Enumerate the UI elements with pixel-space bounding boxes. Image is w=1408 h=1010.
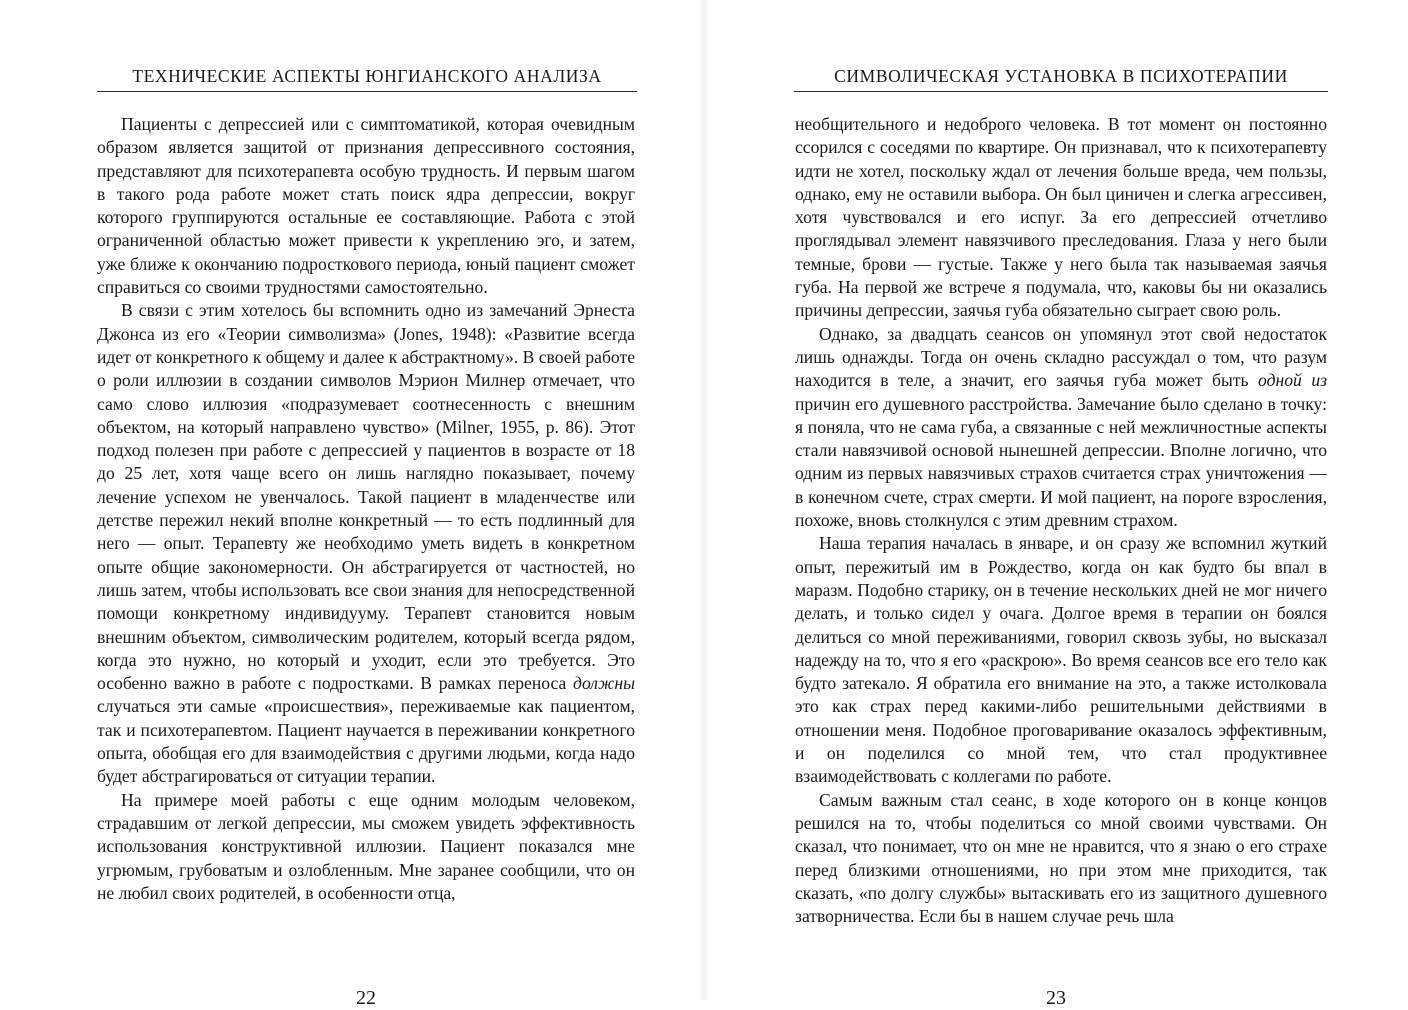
body-text-left xyxy=(97,113,635,905)
body-text-right xyxy=(795,113,1327,928)
italic-word: одной из xyxy=(1258,370,1327,391)
running-header-left: ТЕХНИЧЕСКИЕ АСПЕКТЫ ЮНГИАНСКОГО АНАЛИЗА xyxy=(132,66,602,86)
paragraph-text: Наша терапия началась в январе, и он сразу же вспомнил жуткий опыт, пережитый им в Рождество, когда он как будто бы впал в маразм. Подобно старику, он в течение нескольких дней не мог ничего делать, и только сидел у очага. Долгое время в терапии он боялся делиться со мной переживаниями, говорил сквозь зубы, но высказал надежду на то, что я его «раскрою». Во время сеансов все его тело как будто затекало. Я обратила его внимание на это, а также истолковала это как страх перед какими-либо решительными действиями в отношении меня. Подобное проговаривание оказалось эффективным, и он поделился со мной тем, что стал продуктивнее взаимодействовать с коллегами по работе. xyxy=(795,533,1327,787)
header-rule-left xyxy=(97,91,637,92)
page-number-right: 23 xyxy=(1046,987,1066,1009)
left-page xyxy=(0,0,704,1009)
paragraph-text: Самым важным стал сеанс, в ходе которого он в конце концов решился на то, чтобы поделиться со мной своими чувствами. Он сказал, что понимает, что он мне не нравится, что я знаю о его страхе перед близкими отношениями, но при этом мне приходится, так сказать, «по долгу службы» вытаскивать его из защитного душевного затворничества. Если бы в нашем случае речь шла xyxy=(795,789,1327,927)
paragraph xyxy=(795,789,1327,929)
paragraph-text: Пациенты с депрессией или с симптоматикой, которая очевидным образом является защитой от признания депрессивного состояния, представляют для психотерапевта особую трудность. И первым шагом в такого рода работе может стать поиск ядра депрессии, вокруг которого группируются остальные ее составляющие. Работа с этой ограниченной областью может привести к укреплению эго, и затем, уже ближе к окончанию подросткового периода, юный пациент сможет справиться со своими трудностями самостоятельно. xyxy=(97,114,635,298)
running-header-right: СИМВОЛИЧЕСКАЯ УСТАНОВКА В ПСИХОТЕРАПИИ xyxy=(834,66,1288,86)
page-number-left: 22 xyxy=(356,987,376,1009)
paragraph-text: причин его душевного расстройства. Замечание было сделано в точку: я поняла, что не сама губа, а связанные с ней межличностные аспекты стали навязчивой основой нынешней депрессии. Вполне логично, что одним из первых навязчивых страхов считается страх уничтожения — в конечном счете, страх смерти. И мой пациент, на пороге взросления, похоже, вновь столкнулся с этим древним страхом. xyxy=(795,393,1327,531)
paragraph xyxy=(795,113,1327,323)
right-page xyxy=(704,0,1408,1009)
paragraph xyxy=(795,323,1327,533)
paragraph xyxy=(97,789,635,905)
paragraph-text: необщительного и недоброго человека. В тот момент он постоянно ссорился с соседями по квартире. Он признавал, что к психотерапевту идти не хотел, поскольку ждал от лечения больше вреда, чем пользы, однако, ему не оставили выбора. Он был циничен и слегка агрессивен, хотя чувствовался и его испуг. За его депрессией отчетливо проглядывал элемент навязчивого преследования. Глаза у него были темные, брови — густые. Также у него была так называемая заячья губа. На первой же встрече я подумала, что, каковы бы ни оказались причины депрессии, заячья губа обязательно сыграет свою роль. xyxy=(795,114,1327,321)
paragraph-text: Однако, за двадцать сеансов он упомянул этот свой недостаток лишь однажды. Тогда он очень складно рассуждал о том, что разум находится в теле, а значит, его заячья губа может быть xyxy=(795,323,1327,391)
header-rule-right xyxy=(794,91,1328,92)
paragraph xyxy=(795,532,1327,788)
paragraph xyxy=(97,299,635,788)
paragraph xyxy=(97,113,635,299)
paragraph-text: На примере моей работы с еще одним молодым человеком, страдавшим от легкой депрессии, мы сможем увидеть эффективность использования конструктивной иллюзии. Пациент показался мне угрюмым, грубоватым и озлобленным. Мне заранее сообщили, что он не любил своих родителей, в особенности отца, xyxy=(97,789,635,903)
paragraph-text: В связи с этим хотелось бы вспомнить одно из замечаний Эрнеста Джонса из его «Теории символизма» (Jones, 1948): «Развитие всегда идет от конкретного к общему и далее к абстрактному». В своей работе о роли иллюзии в создании символов Мэрион Милнер отмечает, что само слово иллюзия «подразумевает соотнесенность с внешним объектом, на который направлено чувство» (Milner, 1955, p. 86). Этот подход полезен при работе с депрессией у пациентов в возрасте от 18 до 25 лет, хотя чаще всего он лишь наглядно показывает, почему лечение успехом не увенчалось. Такой пациент в младенчестве или детстве пережил некий вполне конкретный — то есть подлинный для него — опыт. Терапевту же необходимо уметь видеть в конкретном опыте общие закономерности. Он абстрагируется от частностей, но лишь затем, чтобы использовать все свои знания для непосредственной помощи конкретному индивидууму. Терапевт становится новым внешним объектом, символическим родителем, который всегда рядом, когда это нужно, но который и уходит, если это требуется. Это особенно важно в работе с подростками. В рамках переноса xyxy=(97,300,635,694)
paragraph-text: случаться эти самые «происшествия», переживаемые как пациентом, так и психотерапевтом. Пациент научается в переживании конкретного опыта, обобщая его для взаимодействия с другими людьми, когда надо будет абстрагироваться от ситуации терапии. xyxy=(97,696,635,787)
italic-word: должны xyxy=(573,673,635,694)
